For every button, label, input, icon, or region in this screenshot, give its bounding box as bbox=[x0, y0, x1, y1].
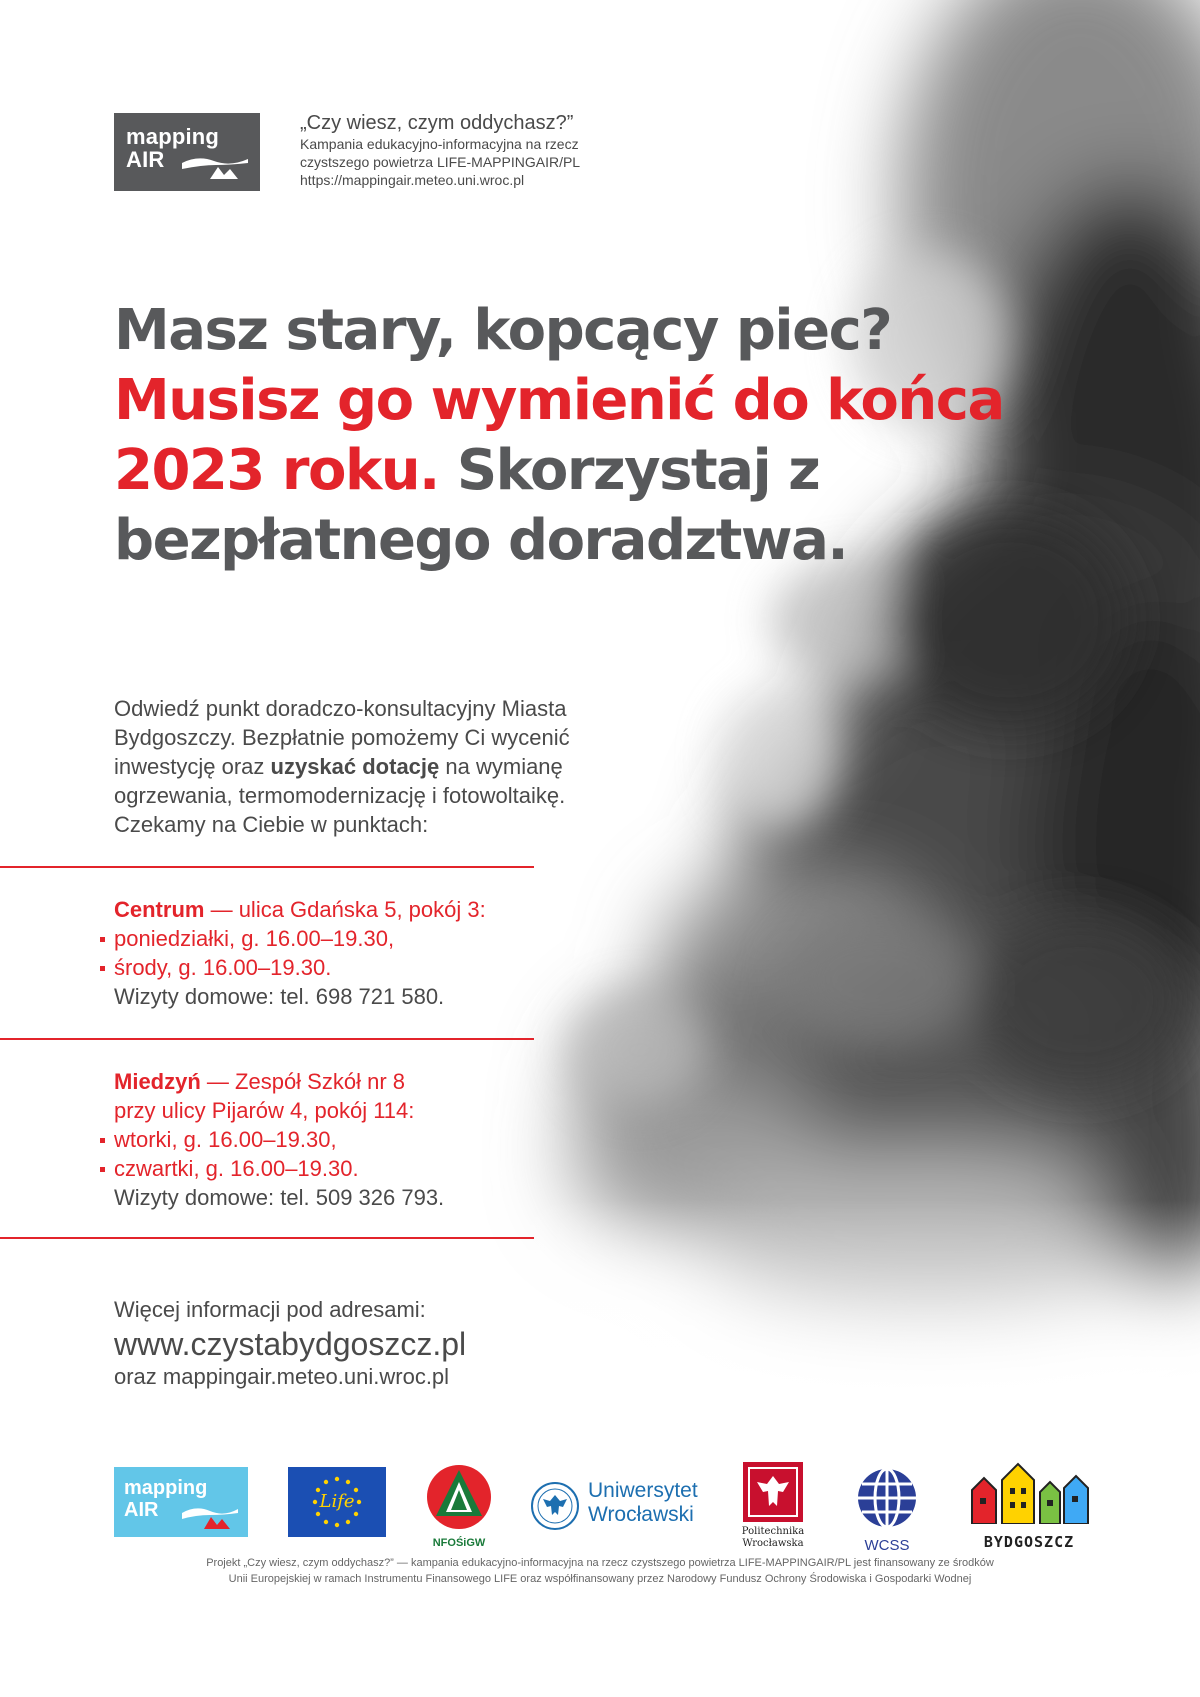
location-centrum bbox=[114, 895, 574, 1011]
intro-bold: uzyskać dotację bbox=[270, 754, 440, 779]
campaign-tagline bbox=[300, 111, 580, 189]
hours-item: poniedziałki, g. 16.00–19.30, bbox=[114, 924, 574, 953]
logo-line2: AIR bbox=[126, 147, 165, 172]
location-miedzyn bbox=[114, 1067, 574, 1212]
more-info bbox=[114, 1295, 466, 1391]
campaign-desc-2: czystszego powietrza LIFE-MAPPINGAIR/PL bbox=[300, 154, 581, 170]
headline-part3: Skorzystaj z bezpłatnego doradztwa. bbox=[114, 438, 848, 573]
partner-wcss-logo bbox=[854, 1466, 920, 1552]
mappingair-logo bbox=[114, 113, 260, 191]
intro-paragraph bbox=[114, 694, 654, 839]
pwr-line2: Wrocławska bbox=[742, 1538, 804, 1549]
url-secondary-link[interactable]: oraz mappingair.meteo.uni.wroc.pl bbox=[114, 1364, 450, 1389]
footer-line2: Unii Europejskiej w ramach Instrumentu Finansowego LIFE oraz współfinansowany przez Narodowy Fundusz Ochrony Środowiska i Gospodarki Wodnej bbox=[228, 1573, 972, 1585]
uwr-line1: Uniwersytet bbox=[588, 1479, 698, 1502]
headline bbox=[114, 296, 1054, 576]
campaign-url[interactable]: https://mappingair.meteo.uni.wroc.pl bbox=[300, 172, 525, 188]
divider-red bbox=[0, 1038, 534, 1040]
home-visits: Wizyty domowe: tel. 509 326 793. bbox=[114, 1185, 445, 1210]
home-visits: Wizyty domowe: tel. 698 721 580. bbox=[114, 984, 445, 1009]
pwr-eagle-icon bbox=[743, 1462, 803, 1522]
uwr-eagle-icon bbox=[530, 1481, 580, 1531]
wcss-label: WCSS bbox=[864, 1537, 910, 1554]
intro-text-before: Odwiedź punkt doradczo-konsultacyjny Miasta Bydgoszczy. Bezpłatnie pomożemy Ci wycenić inwestycję oraz bbox=[114, 696, 570, 779]
location-address: — ulica Gdańska 5, pokój 3: bbox=[210, 897, 486, 922]
location-name: Centrum bbox=[114, 897, 205, 922]
pwr-line1: Politechnika bbox=[741, 1526, 805, 1537]
partner-bydgoszcz-logo bbox=[966, 1462, 1092, 1554]
url-main-link[interactable]: www.czystabydgoszcz.pl bbox=[114, 1326, 467, 1362]
uwr-line2: Wrocławski bbox=[588, 1503, 694, 1526]
logo-line1: mapping bbox=[126, 124, 220, 149]
partner-mappingair-line1: mapping bbox=[124, 1477, 208, 1499]
hours-item: wtorki, g. 16.00–19.30, bbox=[114, 1125, 574, 1154]
divider-red bbox=[0, 866, 534, 868]
footer-disclaimer bbox=[0, 1555, 1200, 1587]
location-address: — Zespół Szkół nr 8 bbox=[206, 1069, 405, 1094]
wave-mountain-icon bbox=[180, 1501, 240, 1531]
intro-text-after: na wymianę ogrzewania, termomodernizację i fotowoltaikę. Czekamy na Ciebie w punktach: bbox=[114, 754, 566, 837]
partner-mappingair-logo bbox=[114, 1467, 248, 1537]
nfosigw-label: NFOŚiGW bbox=[432, 1537, 486, 1549]
headline-part1: Masz stary, kopcący piec? bbox=[114, 298, 892, 363]
more-info-label: Więcej informacji pod adresami: bbox=[114, 1297, 426, 1322]
wcss-globe-icon bbox=[854, 1466, 920, 1530]
headline-part2: Musisz go wymienić do końca 2023 roku. bbox=[114, 368, 1004, 503]
location-address-2: przy ulicy Pijarów 4, pokój 114: bbox=[114, 1098, 415, 1123]
campaign-title: „Czy wiesz, czym oddychasz?” bbox=[300, 112, 574, 134]
bydgoszcz-label: BYDGOSZCZ bbox=[983, 1533, 1075, 1551]
partner-nfosigw-logo bbox=[424, 1462, 494, 1552]
footer-line1: Projekt „Czy wiesz, czym oddychasz?” — kampania edukacyjno-informacyjna na rzecz czystszego powietrza LIFE-MAPPINGAIR/PL jest finansowany ze środków bbox=[206, 1557, 994, 1569]
partner-uwr-logo bbox=[530, 1477, 720, 1533]
partner-pwr-logo bbox=[740, 1462, 806, 1554]
campaign-desc-1: Kampania edukacyjno-informacyjna na rzecz bbox=[300, 136, 579, 152]
hours-item: czwartki, g. 16.00–19.30. bbox=[114, 1154, 574, 1183]
location-name: Miedzyń bbox=[114, 1069, 201, 1094]
wave-mountain-icon bbox=[180, 149, 250, 183]
partner-mappingair-line2: AIR bbox=[124, 1499, 159, 1521]
nfosigw-emblem-icon bbox=[424, 1462, 494, 1532]
life-label: Life bbox=[319, 1491, 355, 1512]
hours-item: środy, g. 16.00–19.30. bbox=[114, 953, 574, 982]
bydgoszcz-houses-icon bbox=[966, 1462, 1092, 1524]
partner-eu-life-logo bbox=[288, 1467, 386, 1537]
divider-red bbox=[0, 1237, 534, 1239]
